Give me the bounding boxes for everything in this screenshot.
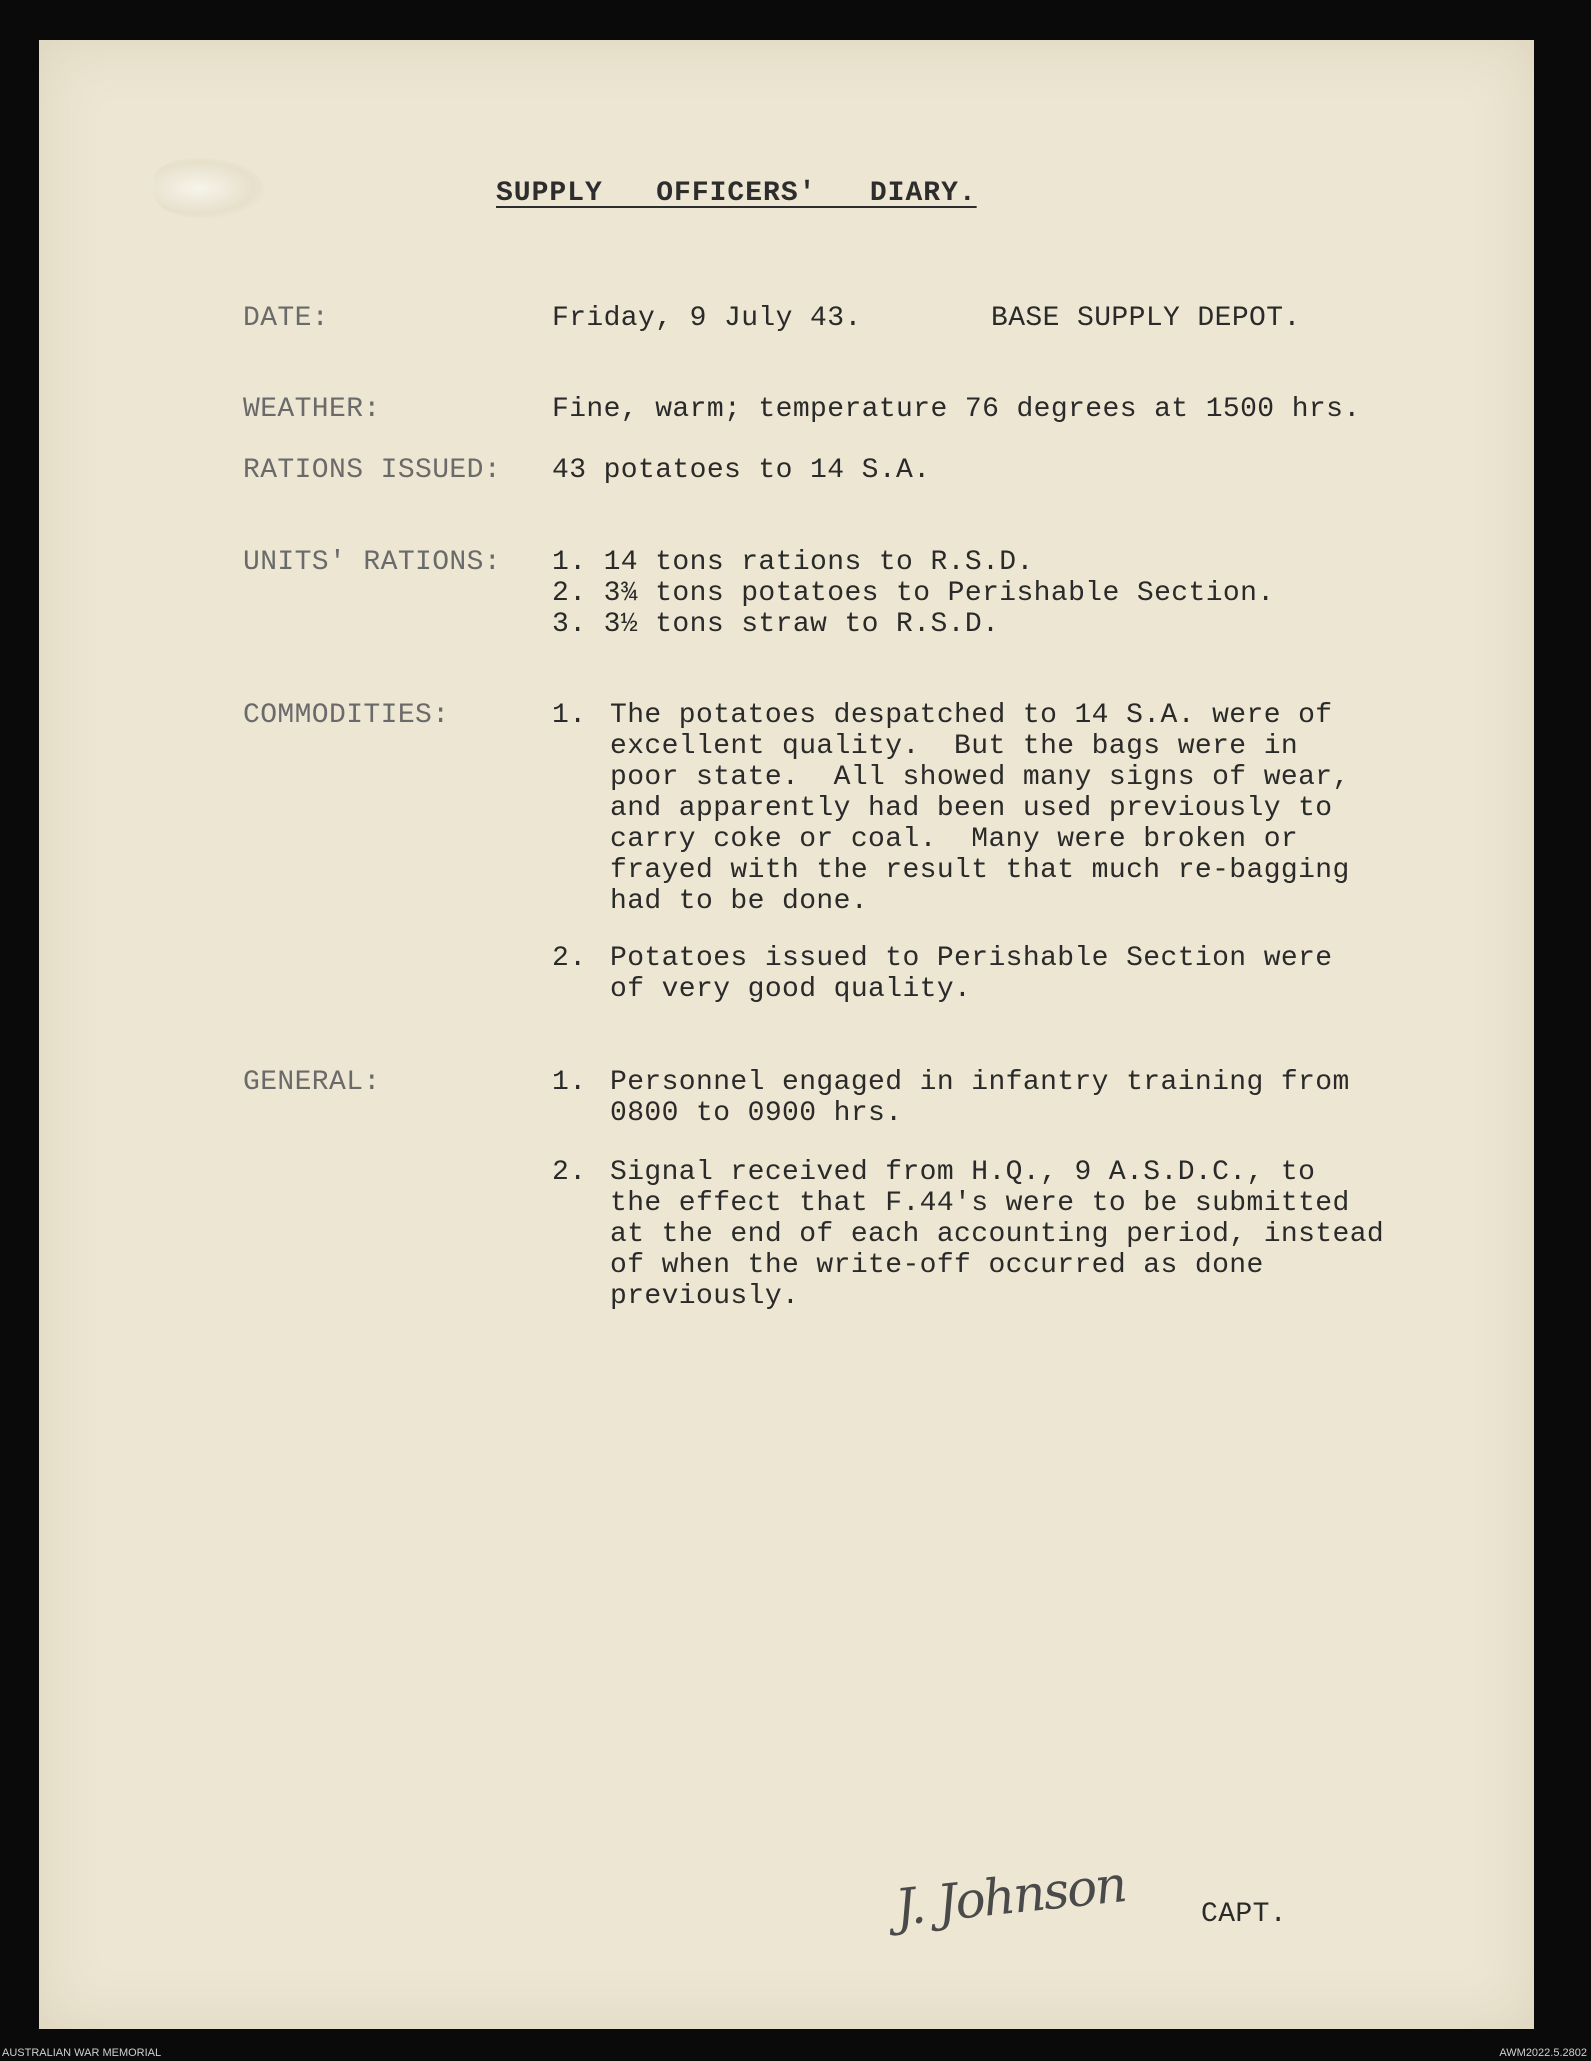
units-rations-item: 1. 14 tons rations to R.S.D. xyxy=(552,547,1034,578)
commodities-item-1-line: frayed with the result that much re-bagging xyxy=(610,855,1350,886)
commodities-label: COMMODITIES: xyxy=(243,700,450,731)
general-item-2-line: previously. xyxy=(610,1281,800,1312)
diary-page xyxy=(39,40,1534,2029)
commodities-item-1-num: 1. xyxy=(552,700,587,731)
rations-issued-value: 43 potatoes to 14 S.A. xyxy=(552,455,931,486)
signature-rank: CAPT. xyxy=(1201,1899,1288,1930)
commodities-item-1-line: had to be done. xyxy=(610,886,869,917)
footer-accession-number: AWM2022.5.2802 xyxy=(1499,2047,1587,2059)
units-rations-label: UNITS' RATIONS: xyxy=(243,547,502,578)
general-item-2-line: Signal received from H.Q., 9 A.S.D.C., to xyxy=(610,1157,1316,1188)
footer-institution: AUSTRALIAN WAR MEMORIAL xyxy=(2,2047,162,2059)
general-label: GENERAL: xyxy=(243,1067,381,1098)
paper-crease xyxy=(154,158,264,218)
weather-label: WEATHER: xyxy=(243,394,381,425)
weather-value: Fine, warm; temperature 76 degrees at 1500 hrs. xyxy=(552,394,1361,425)
general-item-1-line: 0800 to 0900 hrs. xyxy=(610,1098,903,1129)
date-label: DATE: xyxy=(243,303,330,334)
general-item-2-line: of when the write-off occurred as done xyxy=(610,1250,1264,1281)
rations-issued-label: RATIONS ISSUED: xyxy=(243,455,502,486)
commodities-item-1-line: poor state. All showed many signs of wear, xyxy=(610,762,1350,793)
commodities-item-1-line: carry coke or coal. Many were broken or xyxy=(610,824,1299,855)
general-item-2-line: the effect that F.44's were to be submitted xyxy=(610,1188,1350,1219)
units-rations-item: 2. 3¾ tons potatoes to Perishable Section. xyxy=(552,578,1275,609)
commodities-item-1-line: excellent quality. But the bags were in xyxy=(610,731,1299,762)
date-value: Friday, 9 July 43. xyxy=(552,303,862,334)
page-title: SUPPLY OFFICERS' DIARY. xyxy=(496,178,977,209)
commodities-item-2-line: of very good quality. xyxy=(610,974,972,1005)
general-item-1-num: 1. xyxy=(552,1067,587,1098)
commodities-item-2-num: 2. xyxy=(552,943,587,974)
general-item-1-line: Personnel engaged in infantry training from xyxy=(610,1067,1350,1098)
handwritten-signature: J. Johnson xyxy=(892,1855,1128,1937)
commodities-item-2-line: Potatoes issued to Perishable Section were xyxy=(610,943,1333,974)
commodities-item-1-line: The potatoes despatched to 14 S.A. were of xyxy=(610,700,1333,731)
general-item-2-line: at the end of each accounting period, instead xyxy=(610,1219,1385,1250)
commodities-item-1-line: and apparently had been used previously to xyxy=(610,793,1333,824)
depot-name: BASE SUPPLY DEPOT. xyxy=(991,303,1301,334)
units-rations-item: 3. 3½ tons straw to R.S.D. xyxy=(552,609,1000,640)
general-item-2-num: 2. xyxy=(552,1157,587,1188)
